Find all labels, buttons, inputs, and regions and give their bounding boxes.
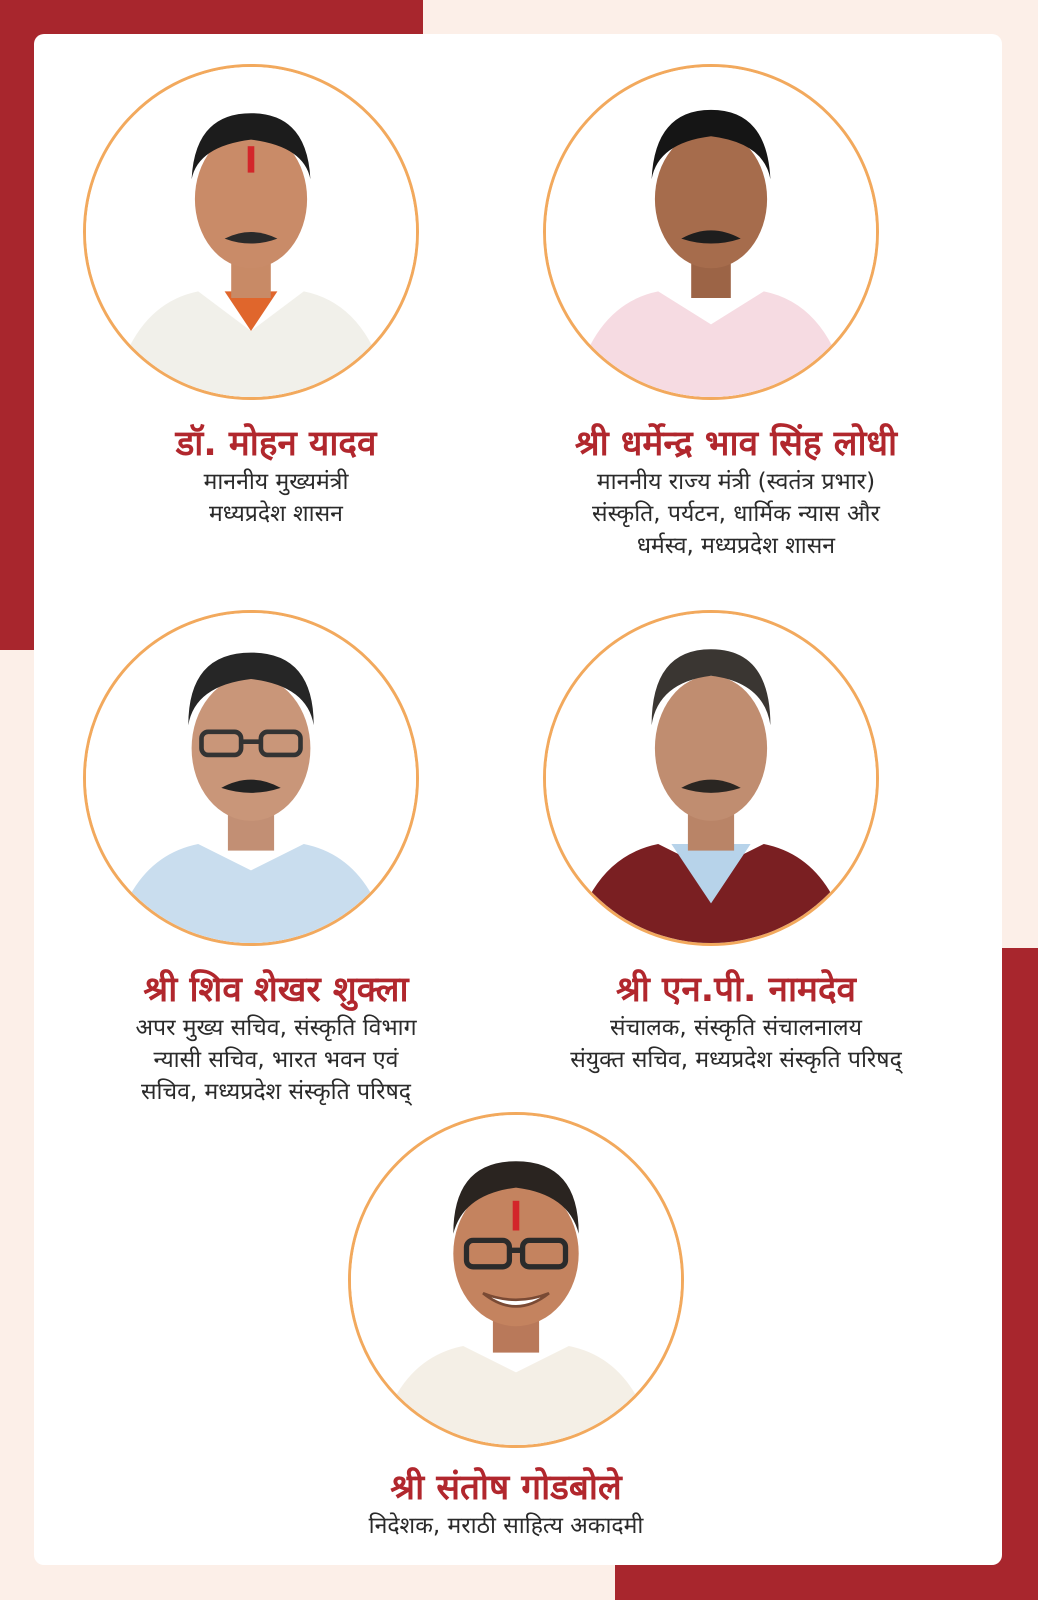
person-photo-icon [546,613,876,943]
person-role-line: न्यासी सचिव, भारत भवन एवं [153,1047,399,1073]
person-np-namdev [494,968,978,1076]
portrait-santosh-godbole [348,1112,684,1448]
person-dharmendra-lodhi [494,422,978,562]
person-role-line: अपर मुख्य सचिव, संस्कृति विभाग [135,1015,417,1041]
portrait-dharmendra-lodhi [543,64,879,400]
person-photo-icon [351,1115,681,1445]
person-name: श्री संतोष गोडबोले [390,1468,622,1508]
person-role-line: माननीय राज्य मंत्री (स्वतंत्र प्रभार) [596,469,876,495]
person-name: श्री धर्मेन्द्र भाव सिंह लोधी [574,424,898,464]
portrait-np-namdev [543,610,879,946]
person-shiv-shekhar-shukla [34,968,518,1108]
person-name: श्री शिव शेखर शुक्ला [143,970,409,1010]
officials-card [34,34,1002,1565]
person-name: श्री एन.पी. नामदेव [616,970,856,1010]
person-role-line: संचालक, संस्कृति संचालनालय [610,1015,862,1041]
person-role-line: संस्कृति, पर्यटन, धार्मिक न्यास और [592,501,880,527]
person-role-line: धर्मस्व, मध्यप्रदेश शासन [636,533,836,559]
person-role-line: मध्यप्रदेश शासन [209,501,343,527]
person-santosh-godbole [264,1466,748,1542]
person-name: डॉ. मोहन यादव [175,424,377,464]
person-role-line: निदेशक, मराठी साहित्य अकादमी [368,1513,644,1539]
person-role-line: सचिव, मध्यप्रदेश संस्कृति परिषद् [141,1079,411,1105]
person-mohan-yadav [34,422,518,530]
person-photo-icon [86,67,416,397]
person-photo-icon [86,613,416,943]
person-role-line: माननीय मुख्यमंत्री [203,469,349,495]
portrait-shiv-shekhar-shukla [83,610,419,946]
person-photo-icon [546,67,876,397]
portrait-mohan-yadav [83,64,419,400]
person-role-line: संयुक्त सचिव, मध्यप्रदेश संस्कृति परिषद् [570,1047,902,1073]
